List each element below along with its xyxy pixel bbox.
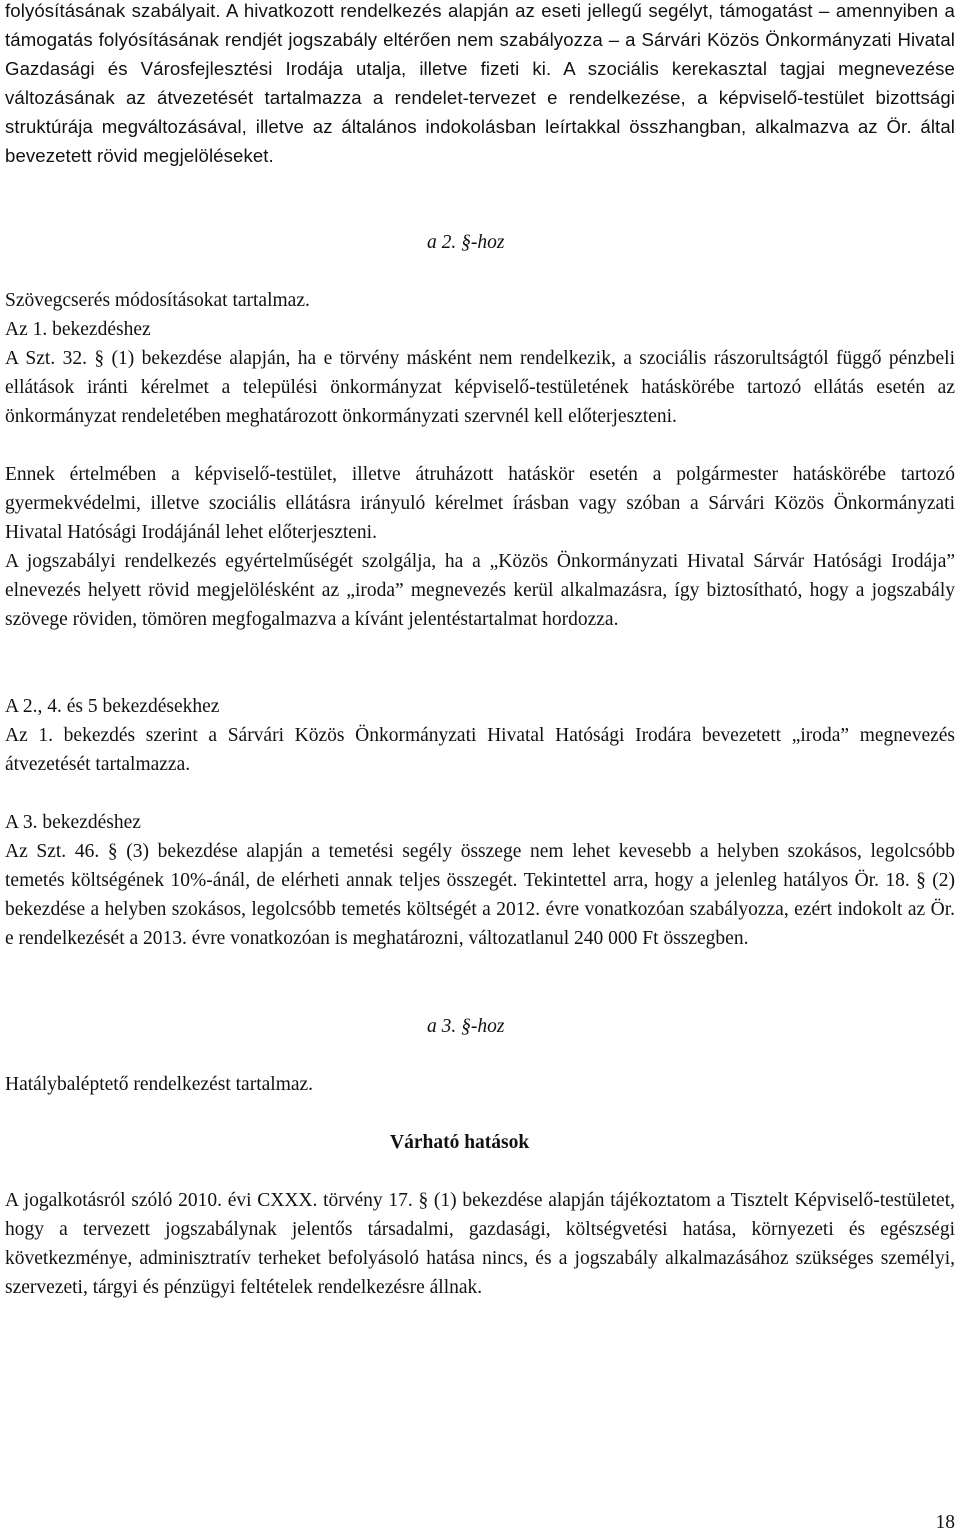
effects-paragraph: A jogalkotásról szóló 2010. évi CXXX. törvény 17. § (1) bekezdése alapján tájékoztatom a Tisztelt Képviselő-testületet, hogy a tervezett jogszabálynak jelentős társadalmi, gazdasági, költségvetési hatása, környezeti és egészségi következménye, adminisztratív terheket befolyásoló hatása nincs, és a jogszabály alkalmazásához szükséges személyi, szervezeti, tárgyi és pénzügyi feltételek rendelkezésre állnak.	[5, 1190, 955, 1298]
subsection-245-heading: A 2., 4. és 5 bekezdésekhez	[5, 696, 220, 717]
page-number: 18	[935, 1512, 955, 1533]
effects-heading: Várható hatások	[390, 1132, 530, 1153]
subsection-1-body: § (1) bekezdése alapján, ha e törvény másként nem rendelkezik, a szociális rászorultságtól függő pénzbeli ellátások iránti kérelmet a települési önkormányzat képviselő-testületének hatáskörébe tartozó ellátás esetén az önkormányzat rendeletében meghatározott önkormányzati szervnél kell előterjeszteni.	[5, 348, 955, 427]
section-2-heading: a 2. §-hoz	[427, 232, 505, 253]
subsection-245-paragraph: Az 1. bekezdés szerint a Sárvári Közös Önkormányzati Hivatal Hatósági Irodára bevezetett „iroda” megnevezés átvezetését tartalmazza.	[5, 725, 955, 775]
subsection-3-paragraph: Az Szt. 46. § (3) bekezdése alapján a temetési segély összege nem lehet kevesebb a helyben szokásos, legolcsóbb temetés költségének 10%-ánál, de elérheti annak teljes összegét. Tekintettel arra, hogy a jelenleg hatályos Ör. 18. § (2) bekezdése a helyben szokásos, legolcsóbb temetés költségét a 2012. évre vonatkozóan szabályozza, ezért indokolt az Ör. e rendelkezését a 2013. évre vonatkozóan is meghatározni, változatlanul 240 000 Ft összegben.	[5, 841, 955, 949]
section-2-paragraph-2: Ennek értelmében a képviselő-testület, illetve átruházott hatáskör esetén a polgármester hatáskörébe tartozó gyermekvédelmi, illetve szociális ellátásra irányuló kérelmet írásban vagy szóban a Sárvári Közös Önkormányzati Hivatal Hatósági Irodájánál lehet előterjeszteni.	[5, 464, 955, 543]
subsection-3-heading: A 3. bekezdéshez	[5, 812, 141, 833]
section-3-summary: Hatálybaléptető rendelkezést tartalmaz.	[5, 1074, 314, 1095]
subsection-1-lead: A Szt. 32.	[5, 348, 87, 369]
section-3-heading: a 3. §-hoz	[427, 1016, 505, 1037]
section-2-summary: Szövegcserés módosításokat tartalmaz.	[5, 290, 310, 311]
intro-paragraph: folyósításának szabályait. A hivatkozott rendelkezés alapján az eseti jellegű segélyt, támogatást – amennyiben a támogatás folyósításának rendjét jogszabály eltérően nem szabályozza – a Sárvári Közös Önkormányzati Hivatal Gazdasági és Városfejlesztési Irodája utalja, illetve fizeti ki. A szociális kerekasztal tagjai megnevezése változásának az átvezetését tartalmazza a rendelet-tervezet e rendelkezése, a képviselő-testület bizottsági struktúrája megváltozásával, illetve az általános indokolásban leírtakkal összhangban, alkalmazva az Ör. által bevezetett rövid megjelöléseket.	[5, 0, 955, 166]
subsection-1-heading: Az 1. bekezdéshez	[5, 319, 151, 340]
section-2-paragraph-3: A jogszabályi rendelkezés egyértelműségét szolgálja, ha a „Közös Önkormányzati Hivatal Sárvár Hatósági Irodája” elnevezés helyett rövid megjelölésként az „iroda” megnevezés kerül alkalmazásra, így biztosítható, hogy a jogszabály szövege röviden, tömören megfogalmazva a kívánt jelentéstartalmat hordozza.	[5, 551, 955, 630]
subsection-1-paragraph	[5, 344, 955, 431]
